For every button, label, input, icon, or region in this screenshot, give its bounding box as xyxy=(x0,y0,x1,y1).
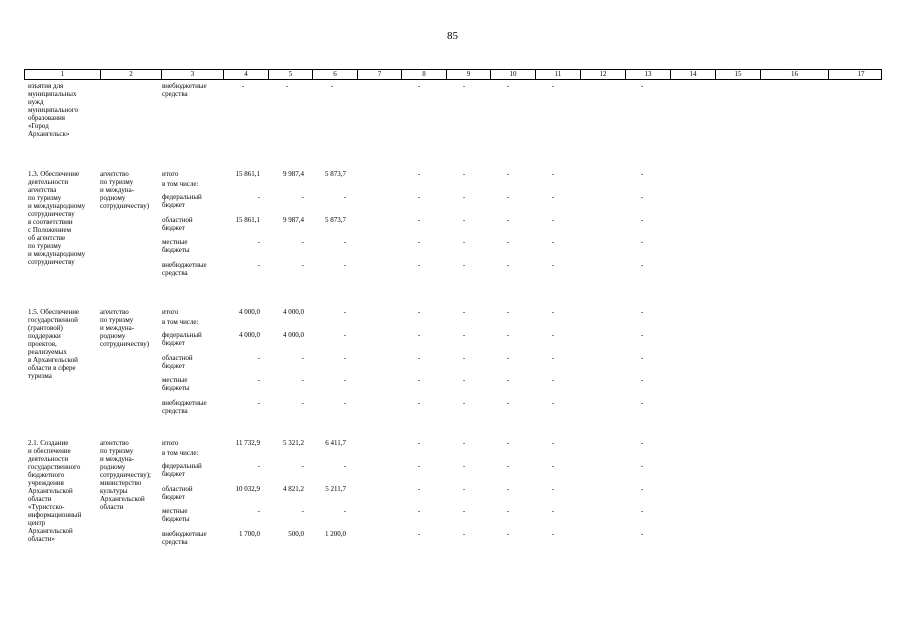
b1-row-5-c4: - xyxy=(257,261,260,269)
b1-row-5-c8: - xyxy=(417,261,421,269)
b3-row-3-c9: - xyxy=(462,485,466,493)
b2-row-0-c8: - xyxy=(417,308,421,316)
b3-row-5-c10: - xyxy=(506,530,510,538)
b2-row-4-source: местные бюджеты xyxy=(162,376,190,392)
b1-row-5-c10: - xyxy=(506,261,510,269)
b3-row-0-c13: - xyxy=(640,439,644,447)
b1-row-2-source: федеральный бюджет xyxy=(162,193,202,209)
header-col-16: 16 xyxy=(760,70,828,79)
cont-dash-c5: - xyxy=(285,82,289,90)
b2-row-5-c13: - xyxy=(640,399,644,407)
b3-row-3-c11: - xyxy=(551,485,555,493)
b2-row-2-c10: - xyxy=(506,331,510,339)
b3-row-4-source: местные бюджеты xyxy=(162,507,190,523)
header-col-17: 17 xyxy=(828,70,893,79)
b3-row-3-c4: 10 032,9 xyxy=(235,485,260,493)
b2-row-2-source: федеральный бюджет xyxy=(162,331,202,347)
block-1-3-activity: 1.3. Обеспечение деятельности агентства по туризму и международному сотрудничеству в соответствии с Положением об агентстве по туризму и международному сотрудничеству xyxy=(28,170,86,266)
b2-row-3-c9: - xyxy=(462,354,466,362)
b2-row-2-c13: - xyxy=(640,331,644,339)
b3-row-4-c6: - xyxy=(343,507,346,515)
b1-row-0-source: итого xyxy=(162,170,179,178)
header-col-11: 11 xyxy=(535,70,580,79)
b2-row-4-c4: - xyxy=(257,376,260,384)
b2-row-3-c5: - xyxy=(301,354,304,362)
b1-row-0-c4: 15 861,1 xyxy=(235,170,260,178)
b2-row-2-c8: - xyxy=(417,331,421,339)
b2-row-4-c13: - xyxy=(640,376,644,384)
b3-row-2-source: федеральный бюджет xyxy=(162,462,202,478)
header-col-12: 12 xyxy=(580,70,625,79)
b1-row-2-c9: - xyxy=(462,193,466,201)
b3-row-4-c4: - xyxy=(257,507,260,515)
b3-row-4-c9: - xyxy=(462,507,466,515)
b3-row-5-c6: 1 200,0 xyxy=(325,530,346,538)
b3-row-1-source: в том числе: xyxy=(162,449,199,457)
cont-dash-c6: - xyxy=(330,82,334,90)
b1-row-5-c11: - xyxy=(551,261,555,269)
cont-source-label: внебюджетные средства xyxy=(162,82,207,98)
b1-row-3-c9: - xyxy=(462,216,466,224)
block-1-3-executor: агентство по туризму и междуна- родному сотрудничеству) xyxy=(100,170,150,210)
b2-row-5-c4: - xyxy=(257,399,260,407)
b2-row-3-c10: - xyxy=(506,354,510,362)
b3-row-4-c13: - xyxy=(640,507,644,515)
b1-row-2-c5: - xyxy=(301,193,304,201)
header-col-5: 5 xyxy=(268,70,312,79)
b1-row-4-c9: - xyxy=(462,238,466,246)
b3-row-0-c4: 11 732,9 xyxy=(235,439,260,447)
b2-row-2-c6: - xyxy=(343,331,346,339)
b1-row-0-c8: - xyxy=(417,170,421,178)
header-col-9: 9 xyxy=(446,70,490,79)
b2-row-4-c9: - xyxy=(462,376,466,384)
cont-dash-c8: - xyxy=(417,82,421,90)
b3-row-2-c11: - xyxy=(551,462,555,470)
b1-row-3-c4: 15 861,1 xyxy=(235,216,260,224)
b1-row-3-c8: - xyxy=(417,216,421,224)
b1-row-2-c8: - xyxy=(417,193,421,201)
b3-row-2-c10: - xyxy=(506,462,510,470)
b2-row-0-c11: - xyxy=(551,308,555,316)
b2-row-3-c13: - xyxy=(640,354,644,362)
b3-row-5-c9: - xyxy=(462,530,466,538)
b2-row-4-c5: - xyxy=(301,376,304,384)
b3-row-0-c10: - xyxy=(506,439,510,447)
header-col-3: 3 xyxy=(161,70,223,79)
b1-row-5-c6: - xyxy=(343,261,346,269)
b1-row-3-source: областной бюджет xyxy=(162,216,193,232)
b2-row-5-c9: - xyxy=(462,399,466,407)
b2-row-0-c6: - xyxy=(343,308,346,316)
b2-row-0-c13: - xyxy=(640,308,644,316)
b3-row-3-c6: 5 211,7 xyxy=(325,485,346,493)
b1-row-0-c9: - xyxy=(462,170,466,178)
b1-row-3-c6: 5 873,7 xyxy=(325,216,346,224)
b1-row-3-c13: - xyxy=(640,216,644,224)
cont-dash-c10: - xyxy=(506,82,510,90)
b2-row-0-c9: - xyxy=(462,308,466,316)
b3-row-3-c5: 4 821,2 xyxy=(283,485,304,493)
b2-row-0-c10: - xyxy=(506,308,510,316)
b3-row-0-c5: 5 321,2 xyxy=(283,439,304,447)
b3-row-4-c8: - xyxy=(417,507,421,515)
b1-row-5-c9: - xyxy=(462,261,466,269)
b3-row-0-c9: - xyxy=(462,439,466,447)
header-col-7: 7 xyxy=(357,70,401,79)
page-number: 85 xyxy=(447,30,458,42)
b1-row-0-c11: - xyxy=(551,170,555,178)
header-col-15: 15 xyxy=(715,70,760,79)
header-col-14: 14 xyxy=(670,70,715,79)
b3-row-3-c8: - xyxy=(417,485,421,493)
b2-row-2-c5: 4 000,0 xyxy=(283,331,304,339)
header-col-10: 10 xyxy=(490,70,535,79)
b2-row-5-c10: - xyxy=(506,399,510,407)
b2-row-3-c6: - xyxy=(343,354,346,362)
b2-row-5-c11: - xyxy=(551,399,555,407)
b1-row-0-c6: 5 873,7 xyxy=(325,170,346,178)
b2-row-2-c11: - xyxy=(551,331,555,339)
b1-row-4-c5: - xyxy=(301,238,304,246)
b1-row-3-c5: 9 987,4 xyxy=(283,216,304,224)
b1-row-4-c11: - xyxy=(551,238,555,246)
b2-row-4-c8: - xyxy=(417,376,421,384)
b3-row-4-c10: - xyxy=(506,507,510,515)
b2-row-5-c5: - xyxy=(301,399,304,407)
column-number-header xyxy=(24,69,882,80)
b3-row-5-c11: - xyxy=(551,530,555,538)
b3-row-2-c8: - xyxy=(417,462,421,470)
block-1-5-executor: агентство по туризму и междуна- родному сотрудничеству) xyxy=(100,308,150,348)
cont-activity-text: изъятия для муниципальных нужд муниципального образования «Город Архангельск» xyxy=(28,82,78,138)
b1-row-2-c13: - xyxy=(640,193,644,201)
cont-dash-c13: - xyxy=(640,82,644,90)
b1-row-0-c10: - xyxy=(506,170,510,178)
header-col-4: 4 xyxy=(223,70,268,79)
b1-row-5-c5: - xyxy=(301,261,304,269)
b1-row-1-source: в том числе: xyxy=(162,180,199,188)
b2-row-1-source: в том числе: xyxy=(162,318,199,326)
b1-row-0-c13: - xyxy=(640,170,644,178)
b3-row-4-c5: - xyxy=(301,507,304,515)
block-2-1-activity: 2.1. Создание и обеспечение деятельности государственного бюджетного учреждения Архангельской области «Туристско- информационный центр Архангельской области» xyxy=(28,439,82,543)
b3-row-0-c6: 6 411,7 xyxy=(325,439,346,447)
b3-row-3-c10: - xyxy=(506,485,510,493)
b3-row-0-c11: - xyxy=(551,439,555,447)
b2-row-0-c4: 4 000,0 xyxy=(239,308,260,316)
b3-row-2-c9: - xyxy=(462,462,466,470)
budget-table xyxy=(24,69,882,546)
b3-row-0-source: итого xyxy=(162,439,179,447)
b2-row-5-c6: - xyxy=(343,399,346,407)
b2-row-4-c10: - xyxy=(506,376,510,384)
cont-dash-c11: - xyxy=(551,82,555,90)
b2-row-0-c5: 4 000,0 xyxy=(283,308,304,316)
b3-row-4-c11: - xyxy=(551,507,555,515)
b2-row-2-c4: 4 000,0 xyxy=(239,331,260,339)
cont-dash-c4: - xyxy=(241,82,245,90)
b3-row-2-c4: - xyxy=(257,462,260,470)
b2-row-2-c9: - xyxy=(462,331,466,339)
b1-row-4-c8: - xyxy=(417,238,421,246)
b3-row-0-c8: - xyxy=(417,439,421,447)
b1-row-4-c4: - xyxy=(257,238,260,246)
b1-row-3-c11: - xyxy=(551,216,555,224)
block-2-1-executor: агентство по туризму и междуна- родному сотрудничеству); министерство культуры Архангельской области xyxy=(100,439,151,511)
b2-row-3-c4: - xyxy=(257,354,260,362)
header-col-1: 1 xyxy=(60,70,65,78)
block-1-5-activity: 1.5. Обеспечение государственной (грантовой) поддержки проектов, реализуемых в Архангельской области в сфере туризма xyxy=(28,308,80,380)
b3-row-2-c5: - xyxy=(301,462,304,470)
b1-row-3-c10: - xyxy=(506,216,510,224)
b2-row-4-c11: - xyxy=(551,376,555,384)
header-col-2: 2 xyxy=(100,70,161,79)
b3-row-5-c8: - xyxy=(417,530,421,538)
b3-row-5-c4: 1 700,0 xyxy=(239,530,260,538)
b3-row-2-c6: - xyxy=(343,462,346,470)
header-col-13: 13 xyxy=(625,70,670,79)
b1-row-5-source: внебюджетные средства xyxy=(162,261,207,277)
b2-row-3-c11: - xyxy=(551,354,555,362)
b1-row-4-c6: - xyxy=(343,238,346,246)
b1-row-0-c5: 9 987,4 xyxy=(283,170,304,178)
b1-row-4-c10: - xyxy=(506,238,510,246)
b2-row-4-c6: - xyxy=(343,376,346,384)
b2-row-3-source: областной бюджет xyxy=(162,354,193,370)
cont-dash-c9: - xyxy=(462,82,466,90)
b1-row-2-c10: - xyxy=(506,193,510,201)
b3-row-5-source: внебюджетные средства xyxy=(162,530,207,546)
b2-row-0-source: итого xyxy=(162,308,179,316)
b1-row-5-c13: - xyxy=(640,261,644,269)
b3-row-3-source: областной бюджет xyxy=(162,485,193,501)
b1-row-4-c13: - xyxy=(640,238,644,246)
b1-row-2-c11: - xyxy=(551,193,555,201)
b1-row-2-c4: - xyxy=(257,193,260,201)
header-col-8: 8 xyxy=(401,70,446,79)
header-col-6: 6 xyxy=(312,70,357,79)
b2-row-3-c8: - xyxy=(417,354,421,362)
b3-row-5-c5: 500,0 xyxy=(288,530,304,538)
b2-row-5-c8: - xyxy=(417,399,421,407)
b2-row-5-source: внебюджетные средства xyxy=(162,399,207,415)
b1-row-2-c6: - xyxy=(343,193,346,201)
b3-row-2-c13: - xyxy=(640,462,644,470)
b1-row-4-source: местные бюджеты xyxy=(162,238,190,254)
b3-row-5-c13: - xyxy=(640,530,644,538)
b3-row-3-c13: - xyxy=(640,485,644,493)
